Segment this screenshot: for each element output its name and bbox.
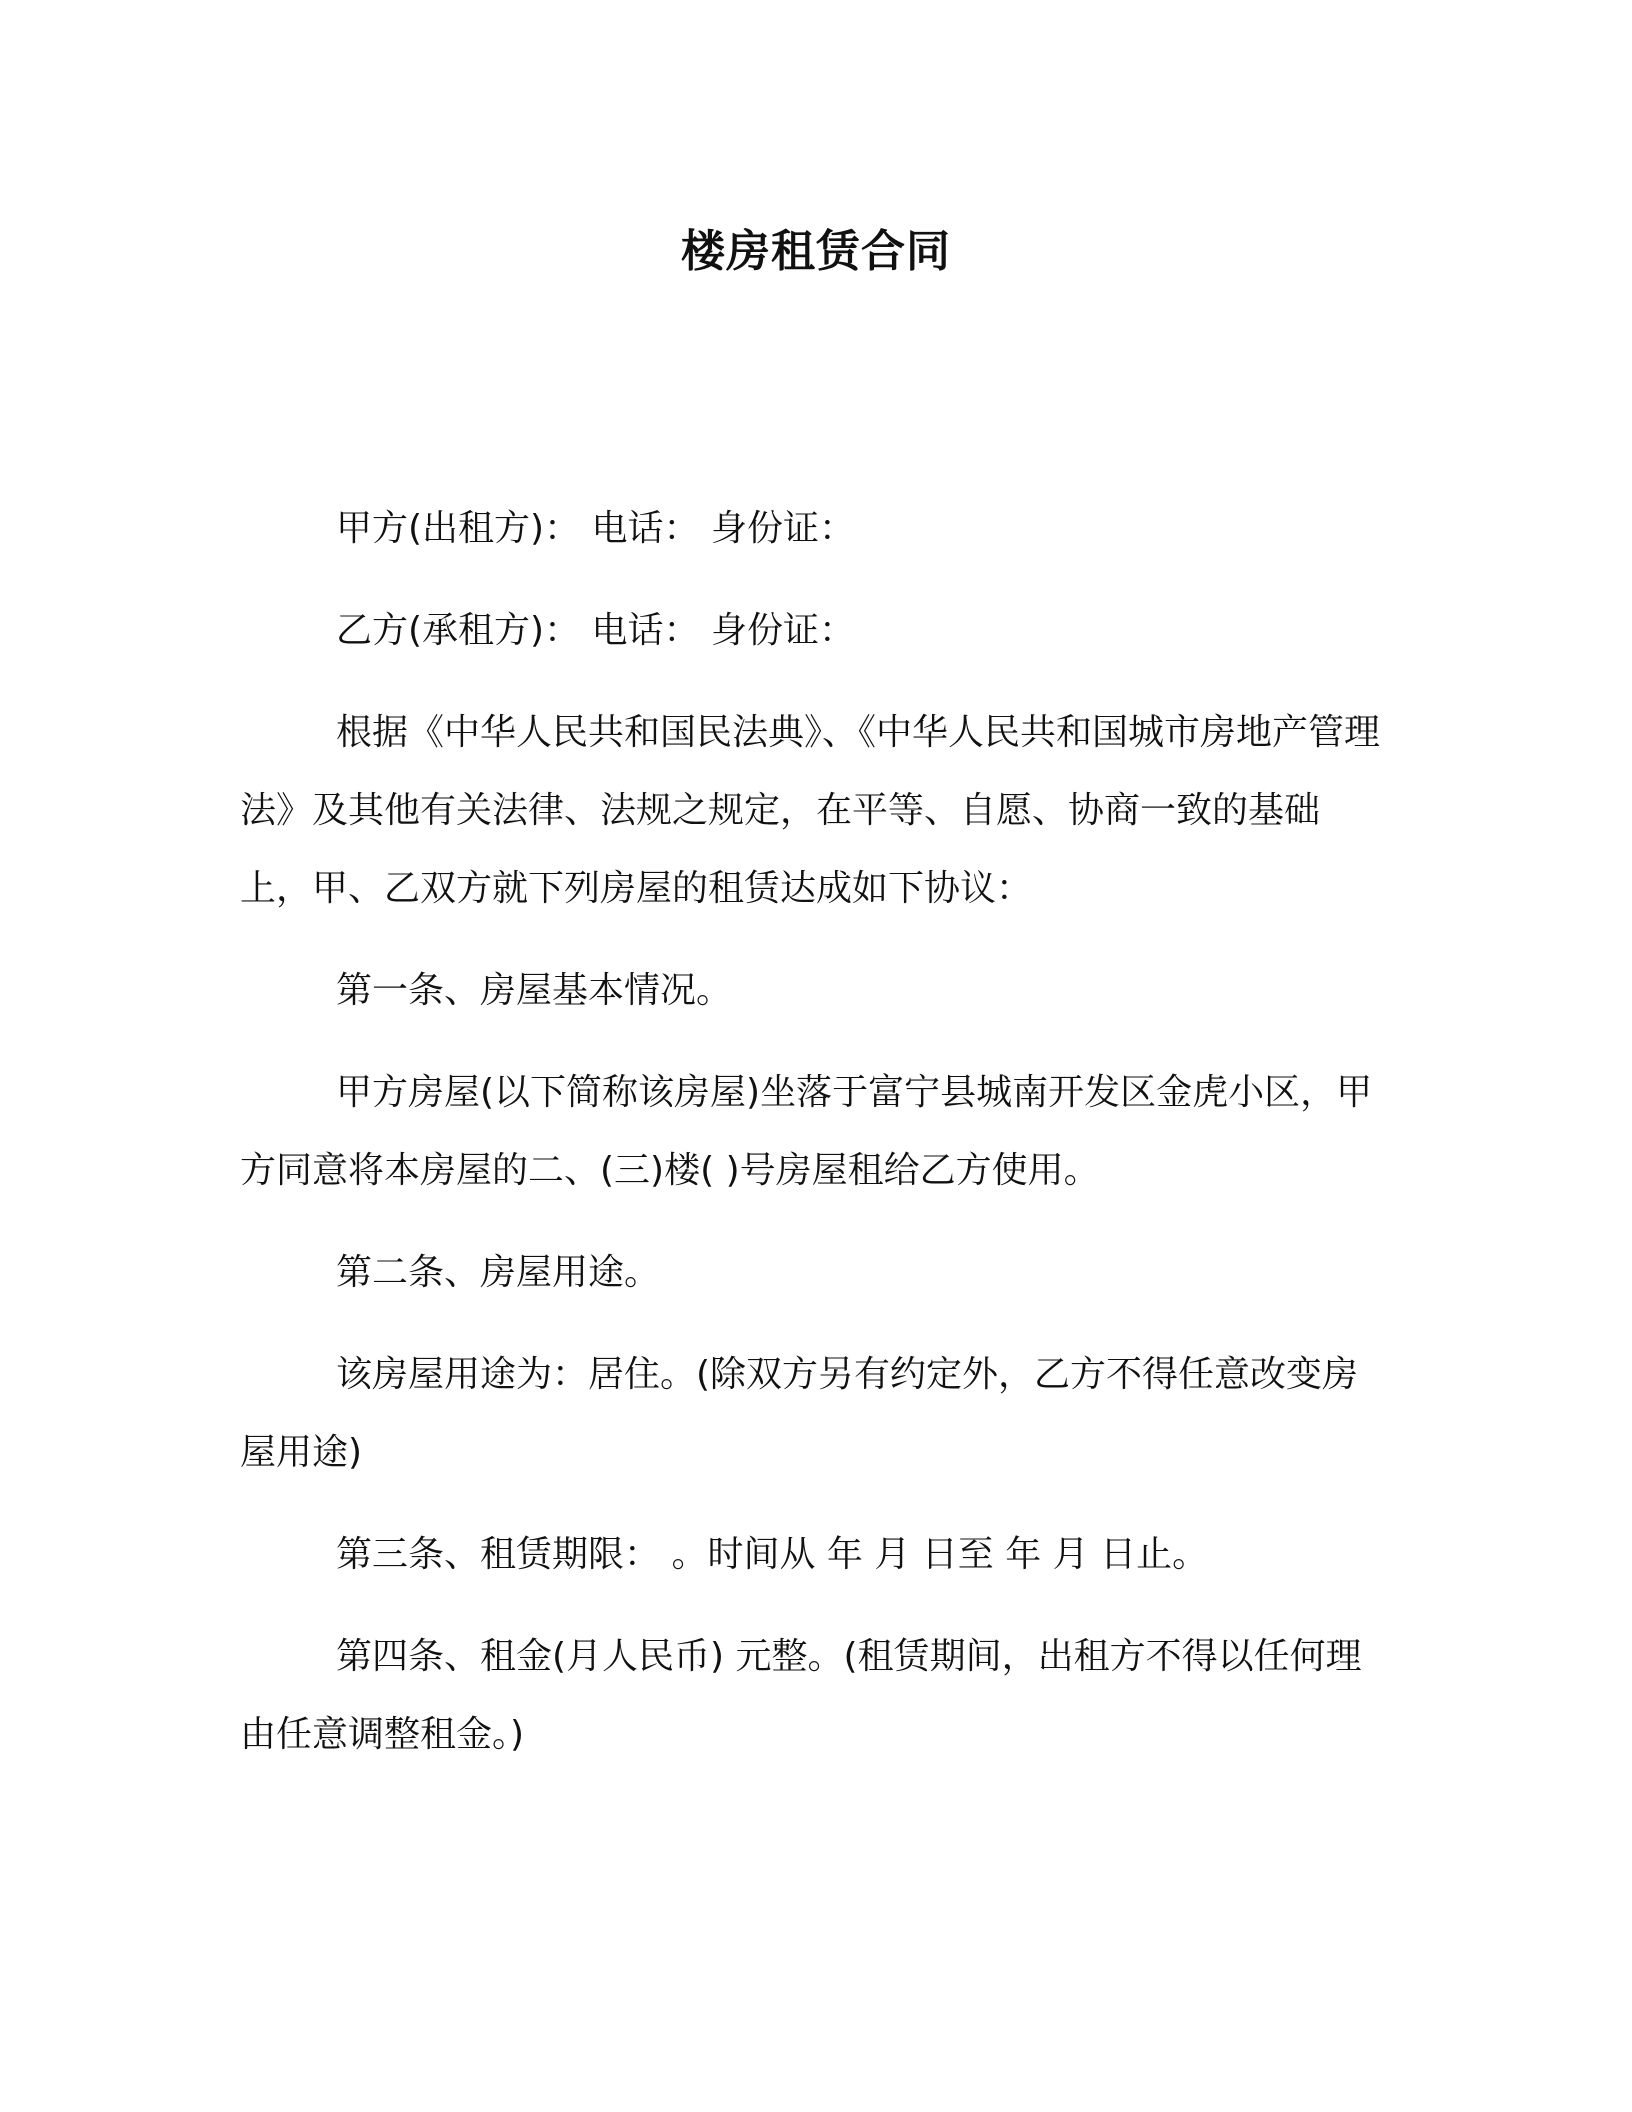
article-3-text: 第三条、租赁期限： 。时间从 年 月 日至 年 月 日止。 xyxy=(336,1534,1209,1575)
article-4-text: 第四条、租金(月人民币) 元整。(租赁期间，出租方不得以任何理由任意调整租金。) xyxy=(240,1636,1362,1755)
document-body xyxy=(240,490,1390,1798)
article-2-text: 该房屋用途为：居住。(除双方另有约定外，乙方不得任意改变房屋用途) xyxy=(240,1354,1359,1473)
legal-basis-paragraph: 根据《中华人民共和国民法典》、《中华人民共和国城市房地产管理法》及其他有关法律、法规之规定，在平等、自愿、协商一致的基础上，甲、乙双方就下列房屋的租赁达成如下协议： xyxy=(240,712,1381,909)
article-2-heading: 第二条、房屋用途。 xyxy=(336,1252,661,1293)
party-b-line: 乙方(承租方)： 电话： 身份证： xyxy=(336,610,855,651)
article-1-text: 甲方房屋(以下简称该房屋)坐落于富宁县城南开发区金虎小区，甲方同意将本房屋的二、(三)楼( )号房屋租给乙方使用。 xyxy=(240,1072,1373,1191)
party-a-line: 甲方(出租方)： 电话： 身份证： xyxy=(336,508,855,549)
document-title: 楼房租赁合同 xyxy=(681,226,951,277)
article-1-heading: 第一条、房屋基本情况。 xyxy=(336,970,733,1011)
